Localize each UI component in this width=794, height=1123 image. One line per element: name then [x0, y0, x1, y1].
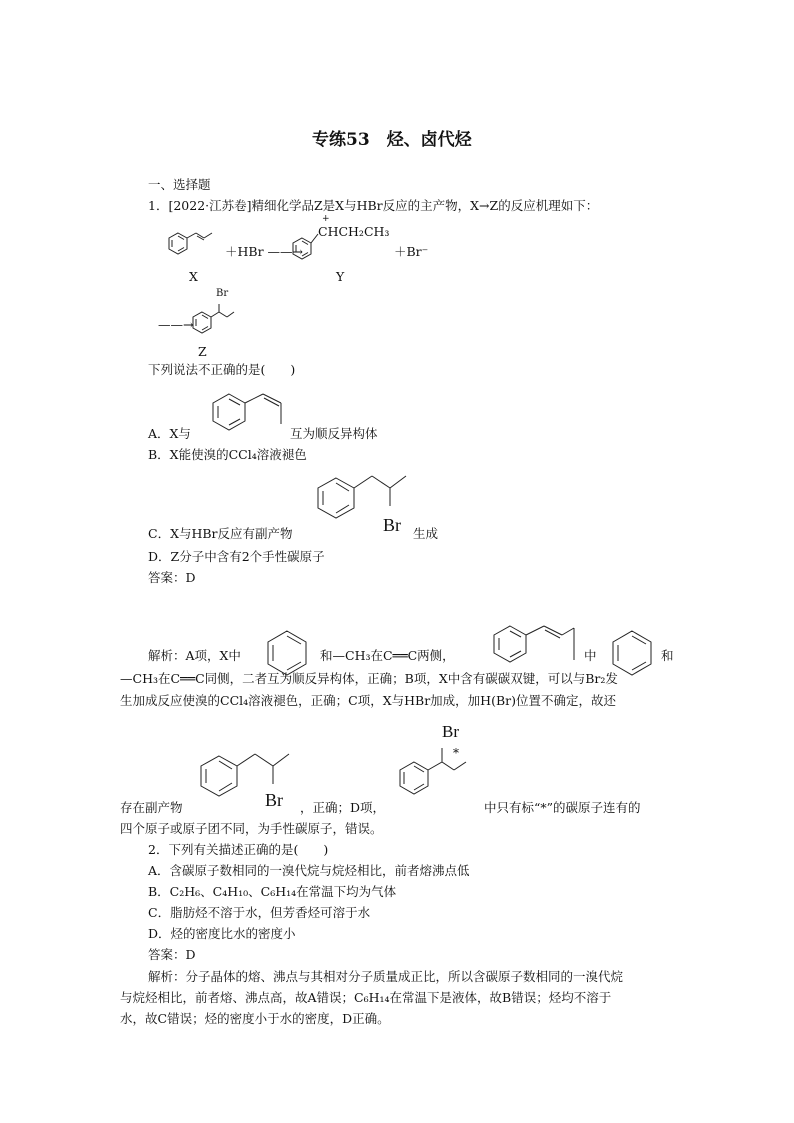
q1-answer: 答案：D [148, 570, 196, 585]
explanation-bromo-label: Br [265, 790, 283, 810]
scheme-plus-hbr: ＋HBr ——→ [225, 244, 304, 259]
q1-option-a-text: A．X与 [148, 426, 191, 441]
q1-explanation-line1c: 中 [584, 648, 597, 663]
q1-explanation-line4b: ，正确；D项， [300, 800, 386, 815]
label-y: Y [336, 269, 345, 284]
label-z: Z [198, 344, 207, 359]
chiral-star-marker: * [453, 746, 459, 760]
scheme-arrow-to-z: ——→ [158, 317, 194, 332]
q1-explanation-line1b: 和—CH₃在C══C两侧， [320, 648, 455, 663]
q1-explanation-line3: 生加成反应使溴的CCl₄溶液褪色，正确；C项，X与HBr加成，加H(Br)位置不确定，故还 [120, 693, 616, 708]
q2-explanation-line2: 与烷烃相比，前者熔、沸点高，故A错误；C₆H₁₄在常温下是液体，故B错误；烃均不溶于 [120, 990, 612, 1005]
q1-stem: 1．[2022·江苏卷]精细化学品Z是X与HBr反应的主产物，X→Z的反应机理如下： [148, 198, 599, 213]
y-side-chain: CHCH₂CH₃ [318, 224, 390, 239]
carbocation-charge: + [322, 214, 330, 224]
q2-option-d: D．烃的密度比水的密度小 [148, 926, 296, 941]
q1-explanation-line1d: 和 [661, 648, 674, 663]
q1-option-b: B．X能使溴的CCl₄溶液褪色 [148, 447, 307, 462]
q2-option-a: A．含碳原子数相同的一溴代烷与烷烃相比，前者熔沸点低 [148, 863, 470, 878]
q1-explanation-line2: —CH₃在C══C同侧，二者互为顺反异构体，正确；B项，X中含有碳碳双键，可以与Br₂发 [120, 671, 618, 686]
q2-stem: 2．下列有关描述正确的是( ) [148, 842, 329, 857]
label-x: X [189, 269, 198, 284]
q1-explanation-line4a: 存在副产物 [120, 800, 183, 815]
q1-explanation-line4c: 中只有标“*”的碳原子连有的 [484, 800, 641, 815]
q2-answer: 答案：D [148, 947, 196, 962]
trans-isomer-structure [488, 612, 588, 672]
chiral-bromo-label: Br [442, 722, 459, 741]
q1-option-d: D．Z分子中含有2个手性碳原子 [148, 549, 325, 564]
q2-explanation-line1: 解析：分子晶体的熔、沸点与其相对分子质量成正比，所以含碳原子数相同的一溴代烷 [148, 969, 624, 984]
q1-option-c-suffix: 生成 [413, 526, 439, 541]
c-bromo-label: Br [383, 515, 401, 535]
q2-option-c: C．脂肪烃不溶于水，但芳香烃可溶于水 [148, 905, 371, 920]
page-title: 专练53 烃、卤代烃 [312, 130, 472, 150]
z-bromo-label: Br [216, 288, 229, 299]
q2-option-b: B．C₂H₆、C₄H₁₀、C₆H₁₄在常温下均为气体 [148, 884, 397, 899]
q1-prompt: 下列说法不正确的是( ) [148, 362, 296, 377]
section-heading: 一、选择题 [148, 177, 211, 192]
q2-explanation-line3: 水，故C错误；烃的密度小于水的密度，D正确。 [120, 1011, 390, 1026]
q1-explanation-line1a: 解析：A项，X中 [148, 648, 241, 663]
molecule-z-structure [188, 296, 248, 336]
q1-option-a-suffix: 互为顺反异构体 [290, 426, 378, 441]
q1-option-c-text: C．X与HBr反应有副产物 [148, 526, 293, 541]
cis-isomer-structure [205, 388, 295, 440]
q1-explanation-line5: 四个原子或原子团不同，为手性碳原子，错误。 [120, 821, 383, 836]
molecule-y-structure [288, 232, 318, 272]
scheme-plus-br-ion: ＋Br⁻ [394, 244, 429, 259]
chiral-z-structure [394, 740, 474, 808]
molecule-x-structure [162, 225, 222, 275]
